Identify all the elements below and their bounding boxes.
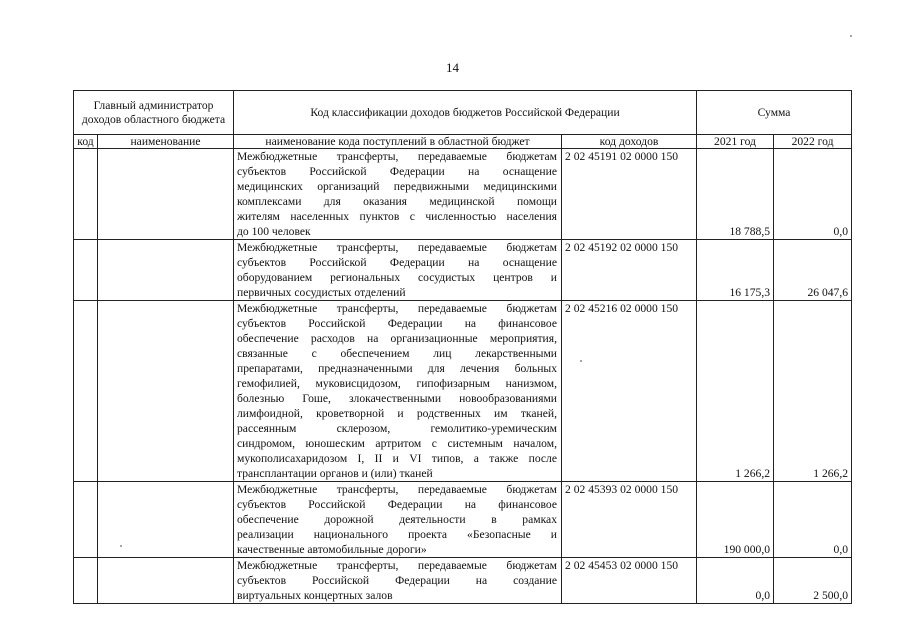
receipt-name-cell [234, 149, 562, 240]
receipt-name-line: субъектов Российской Федерации на оснащение [237, 165, 557, 178]
receipt-name-line: виртуальных концертных залов [237, 589, 393, 602]
admin-name-cell [98, 240, 234, 301]
subheader-income-code: код доходов [562, 135, 697, 149]
amount-2022-cell: 2 500,0 [774, 558, 852, 604]
receipt-name-line: трансплантации органов и (или) тканей [237, 467, 433, 480]
subheader-year-2021: 2021 год [697, 135, 774, 149]
receipt-name-line: лимфоидной, кроветворной и родственных им тканей, [237, 407, 557, 420]
receipt-name-cell [234, 482, 562, 558]
amount-2021-cell: 190 000,0 [697, 482, 774, 558]
amount-2021-cell: 16 175,3 [697, 240, 774, 301]
admin-name-cell [98, 301, 234, 482]
receipt-name-line: до 100 человек [237, 225, 311, 238]
receipt-name-line: медицинских организаций передвижными медицинскими [237, 180, 557, 193]
receipt-name-cell [234, 240, 562, 301]
receipt-name-line: оборудованием региональных сосудистых центров и [237, 271, 557, 284]
receipt-name-line: обеспечение расходов на организационные мероприятия, [237, 332, 557, 345]
receipt-name-line: препаратами, предназначенными для лечения больных [237, 362, 557, 375]
amount-2021-cell: 18 788,5 [697, 149, 774, 240]
receipt-name-line: субъектов Российской Федерации на финансовое [237, 317, 557, 330]
receipt-name-line: реализации национального проекта «Безопасные и [237, 528, 557, 541]
admin-code-cell [74, 240, 98, 301]
amount-2022-cell: 0,0 [774, 482, 852, 558]
subheader-receipt-name: наименование кода поступлений в областной бюджет [234, 135, 562, 149]
income-code-cell: 2 02 45216 02 0000 150 [562, 301, 697, 482]
scan-speck [580, 360, 582, 362]
receipt-name-line: Межбюджетные трансферты, передаваемые бюджетам [237, 302, 557, 315]
table-row [74, 240, 852, 301]
subheader-name: наименование [98, 135, 234, 149]
header-row [74, 91, 852, 135]
receipt-name-line: качественные автомобильные дороги» [237, 543, 427, 556]
receipt-name-line: субъектов Российской Федерации на финансовое [237, 498, 557, 511]
admin-code-cell [74, 149, 98, 240]
amount-2022-cell: 0,0 [774, 149, 852, 240]
receipt-name-line: связанные с обеспечением лиц лекарственными [237, 347, 557, 360]
income-code-cell: 2 02 45191 02 0000 150 [562, 149, 697, 240]
subheader-code: код [74, 135, 98, 149]
admin-code-cell [74, 301, 98, 482]
income-code-cell: 2 02 45393 02 0000 150 [562, 482, 697, 558]
table-row [74, 482, 852, 558]
admin-code-cell [74, 558, 98, 604]
amount-2022-cell: 1 266,2 [774, 301, 852, 482]
receipt-name-line: гемофилией, муковисцидозом, гипофизарным нанизмом, [237, 377, 557, 390]
income-code-cell: 2 02 45192 02 0000 150 [562, 240, 697, 301]
receipt-name-line: Межбюджетные трансферты, передаваемые бюджетам [237, 241, 557, 254]
admin-name-cell [98, 482, 234, 558]
admin-name-cell [98, 149, 234, 240]
receipt-name-line: обеспечение дорожной деятельности в рамках [237, 513, 557, 526]
page-number: 14 [446, 60, 459, 75]
header-sum: Сумма [697, 91, 852, 135]
receipt-name-line: Межбюджетные трансферты, передаваемые бюджетам [237, 483, 557, 496]
receipt-name-line: первичных сосудистых отделений [237, 286, 406, 299]
subheader-year-2022: 2022 год [774, 135, 852, 149]
receipt-name-line: мукополисахаридозом I, II и VI типов, а также после [237, 452, 557, 465]
admin-name-cell [98, 558, 234, 604]
amount-2021-cell: 1 266,2 [697, 301, 774, 482]
header-admin: Главный администратор доходов областного бюджета [74, 91, 234, 135]
receipt-name-line: комплексами для оказания медицинской помощи [237, 195, 557, 208]
scan-speck [120, 545, 122, 547]
amount-2022-cell: 26 047,6 [774, 240, 852, 301]
table-body [74, 149, 852, 604]
receipt-name-line: субъектов Российской Федерации на создание [237, 574, 557, 587]
receipt-name-cell [234, 558, 562, 604]
receipt-name-line: Межбюджетные трансферты, передаваемые бюджетам [237, 559, 557, 572]
income-code-cell: 2 02 45453 02 0000 150 [562, 558, 697, 604]
table-row [74, 301, 852, 482]
header-classification: Код классификации доходов бюджетов Российской Федерации [234, 91, 697, 135]
receipt-name-cell [234, 301, 562, 482]
receipt-name-line: субъектов Российской Федерации на оснащение [237, 256, 557, 269]
receipt-name-line: жителям населенных пунктов с численностью населения [237, 210, 557, 223]
amount-2021-cell: 0,0 [697, 558, 774, 604]
scan-speck [850, 35, 852, 37]
table-row [74, 149, 852, 240]
revenue-table [73, 90, 852, 604]
table-row [74, 558, 852, 604]
receipt-name-line: синдромом, юношеским артритом с системным началом, [237, 437, 557, 450]
subheader-row [74, 135, 852, 149]
receipt-name-line: рассеянным склерозом, гемолитико-уремическим [237, 422, 557, 435]
receipt-name-line: болезнью Гоше, злокачественными новообразованиями [237, 392, 557, 405]
receipt-name-line: Межбюджетные трансферты, передаваемые бюджетам [237, 150, 557, 163]
admin-code-cell [74, 482, 98, 558]
